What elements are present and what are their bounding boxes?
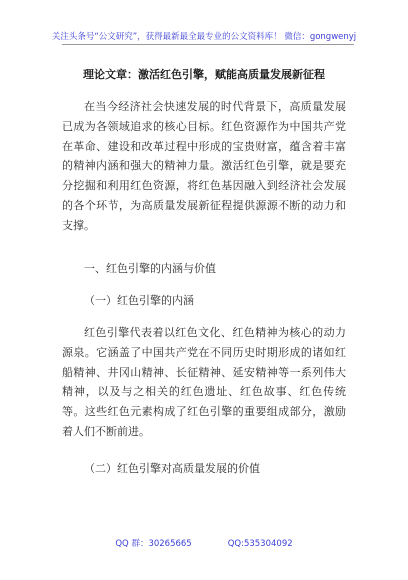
section-heading-1: 一、红色引擎的内涵与价值 [84,262,216,275]
footer-qq: QQ:535304092 [227,539,293,549]
intro-paragraph: 在当今经济社会快速发展的时代背景下，高质量发展已成为各领域追求的核心目标。红色资源作为中国共产党在革命、建设和改革过程中形成的宝贵财富，蕴含着丰富的精神内涵和强大的精神力量。激活红色引擎，就是要充分挖掘和利用红色资源，将红色基因融入到经济社会发展的各个环节，为高质量发展新征程提供源源不断的动力和支撑。 [62,100,346,232]
subsection-heading-2: （二）红色引擎对高质量发展的价值 [84,462,260,475]
footer-qq-group: QQ 群：30265665 [115,539,192,549]
footer-contact [0,537,408,549]
header-divider [62,44,354,45]
header-banner: 关注头条号“公文研究”，获得最新最全最专业的公文资料库！ 微信：gongwenyj [51,32,357,42]
document-title: 理论文章：激活红色引擎，赋能高质量发展新征程 [83,68,325,81]
subsection-body-1: 红色引擎代表着以红色文化、红色精神为核心的动力源泉。它涵盖了中国共产党在不同历史时期形成的诸如红船精神、井冈山精神、长征精神、延安精神等一系列伟大精神，以及与之相关的红色遗址、红色故事、红色传统等。这些红色元素构成了红色引擎的重要组成部分，激励着人们不断前进。 [62,326,346,438]
subsection-heading-1: （一）红色引擎的内涵 [84,294,194,307]
